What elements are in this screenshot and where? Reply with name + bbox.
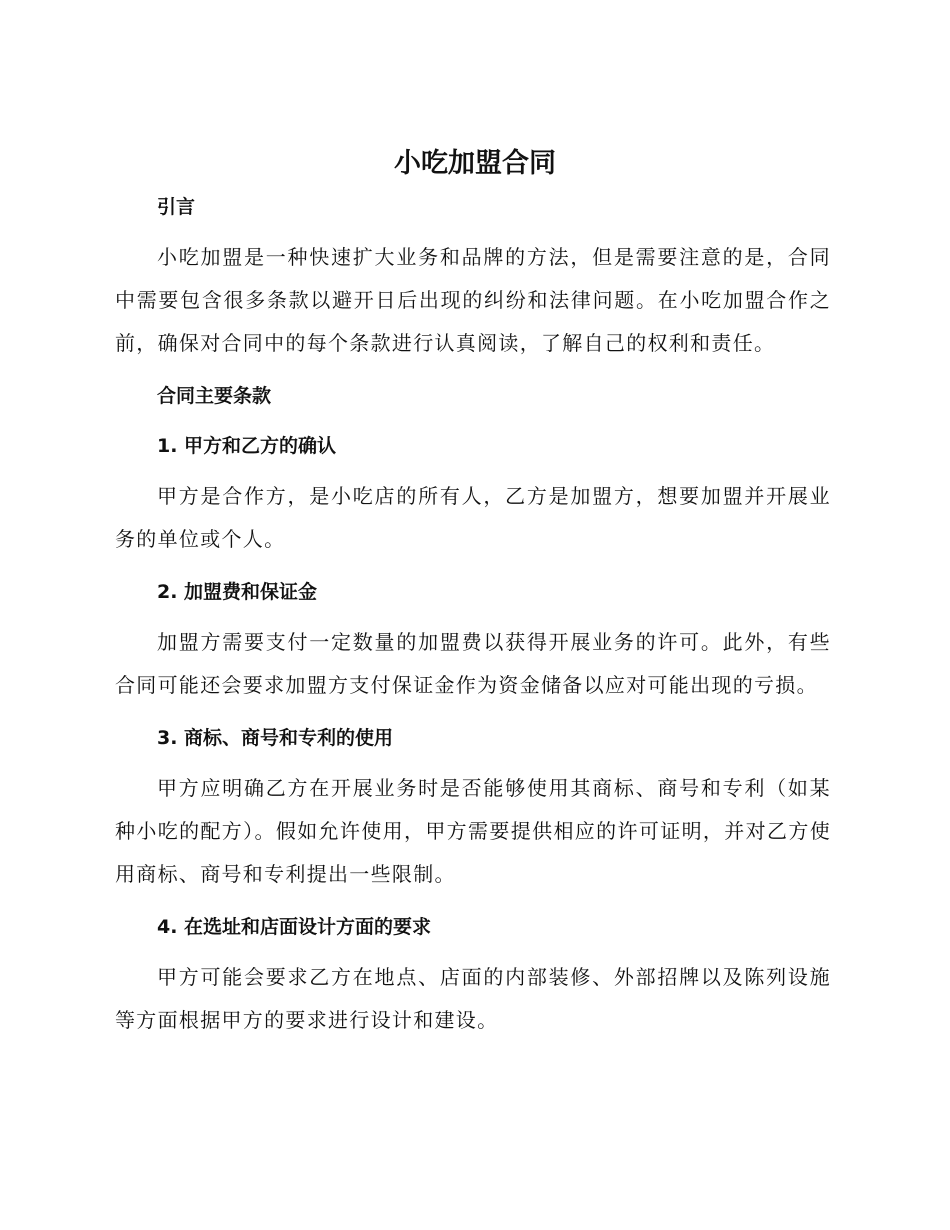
main-terms-heading: 合同主要条款 [157, 385, 272, 407]
intro-paragraph: 小吃加盟是一种快速扩大业务和品牌的方法，但是需要注意的是，合同中需要包含很多条款以避开日后出现的纠纷和法律问题。在小吃加盟合作之前，确保对合同中的每个条款进行认真阅读，了解自己的权利和责任。 [115, 245, 831, 355]
section-1-heading: 1. 甲方和乙方的确认 [157, 435, 337, 457]
section-3-paragraph: 甲方应明确乙方在开展业务时是否能够使用其商标、商号和专利（如某种小吃的配方）。假如允许使用，甲方需要提供相应的许可证明，并对乙方使用商标、商号和专利提出一些限制。 [115, 776, 831, 886]
section-1-paragraph: 甲方是合作方，是小吃店的所有人，乙方是加盟方，想要加盟并开展业务的单位或个人。 [115, 484, 831, 551]
section-2-heading: 2. 加盟费和保证金 [157, 581, 318, 603]
section-4-heading: 4. 在选址和店面设计方面的要求 [157, 916, 432, 938]
document-title: 小吃加盟合同 [394, 148, 556, 179]
document-body [115, 188, 831, 1042]
section-4-paragraph: 甲方可能会要求乙方在地点、店面的内部装修、外部招牌以及陈列设施等方面根据甲方的要求进行设计和建设。 [115, 965, 831, 1032]
intro-heading: 引言 [157, 196, 196, 218]
section-3-heading: 3. 商标、商号和专利的使用 [157, 727, 394, 749]
section-2-paragraph: 加盟方需要支付一定数量的加盟费以获得开展业务的许可。此外，有些合同可能还会要求加盟方支付保证金作为资金储备以应对可能出现的亏损。 [115, 630, 831, 697]
